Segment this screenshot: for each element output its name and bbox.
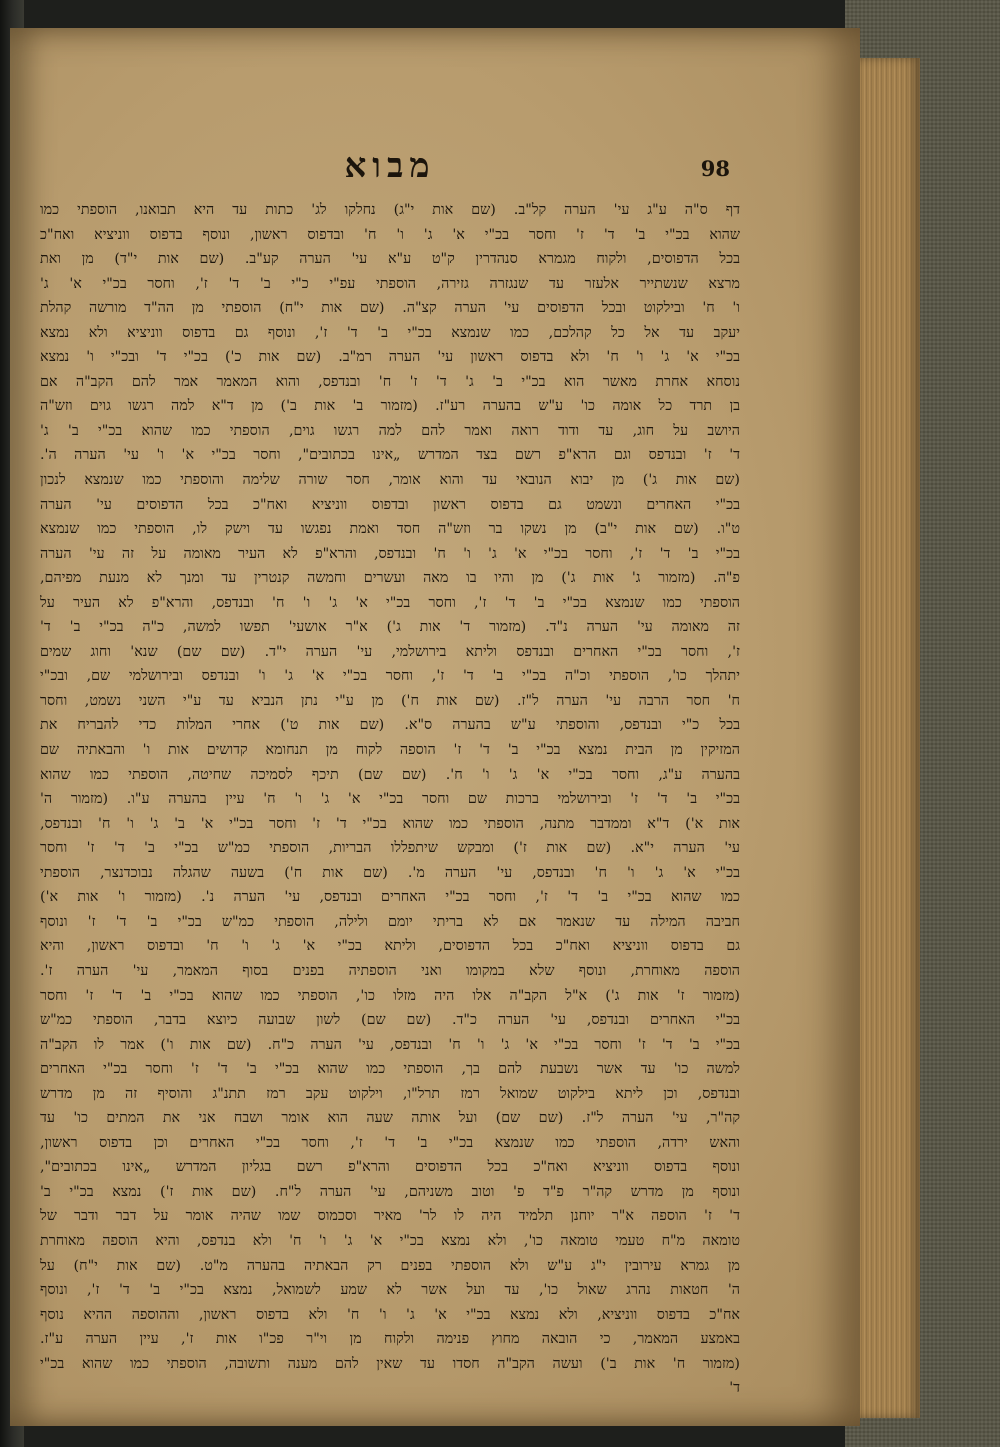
text-line: ט"ו. (שם אות י"ב) מן נשקו בר וזש"ה חסד ואמת נפגשו עד וישק לו, הוספתי כמו שנמצא <box>40 521 740 538</box>
text-line: בכ"י א' ג' ו' ח' ובנדפס, עי' הערה מ'. (שם אות ח') בשעה שהגלה נבוכדנצר, הוספתי <box>40 864 740 881</box>
text-line: שהוא בכ"י ב' ד' ז' וחסר בכ"י א' ג' ו' ח' ובדפוס ראשון, ונוסף בדפוס ווניציא ואח"כ <box>40 226 740 243</box>
text-line: גם בדפוס ווניציא ואח"כ בכל הדפוסים, וליתא בכ"י א' ג' ו' ח' ובדפוס ראשון, והיא <box>40 938 740 955</box>
text-line: בכ"י ב' ד' ז', וחסר בכ"י א' ג' ו' ח' ובנדפס, והרא"פ לא העיר מאומה על זה עי' הערה <box>40 545 740 562</box>
text-line: באמצע המאמר, כי הובאה מחוץ פנימה ולקוח מן וי"ר פכ"ו אות ז', עיין הערה ע"ז. <box>40 1331 740 1348</box>
text-line: עי' הערה י"א. (שם אות ז') ומבקש שיתפללו הבריות, הוספתי כמ"ש בכ"י ב' ד' ז' וחסר <box>40 840 740 857</box>
text-line: יעקב עד אל כל קהלכם, כמו שנמצא בכ"י ב' ד' ז', ונוסף גם בדפוס ווניציא ולא נמצא <box>40 324 740 341</box>
body-text <box>40 198 740 1401</box>
text-line: למשה כו' עד אשר נשבעת להם בך, הוספתי כמו שהוא בכ"י ב' ד' ז' וחסר בכ"י האחרים <box>40 1061 740 1078</box>
page-header <box>50 146 730 200</box>
text-line: בכ"י האחרים ובנדפס, עי' הערה כ"ד. (שם שם) לשון שבועה כיוצא בדבר, הוספתי כמ"ש <box>40 1012 740 1029</box>
text-line: הוספתי כמו שנמצא בכ"י ב' ד' ז', וחסר בכ"י א' ג' ו' ח' ובנדפס, והרא"פ לא העיר על <box>40 594 740 611</box>
text-line: בכל הדפוסים, ולקוח מגמרא סנהדרין ק"ט ע"א עי' הערה קע"ב. (שם אות י"ד) מן ואת <box>40 251 740 268</box>
text-line: ונוסף בדפוס ווניציא ואח"כ בכל הדפוסים והרא"פ רשם בגליון המדרש „אינו בכתובים", <box>40 1159 740 1176</box>
text-line: ה' חטאות נהרג שאול כו', עד ועל אשר לא שמע לשמואל, נמצא בכ"י ב' ד' ז', ונוסף <box>40 1282 740 1299</box>
text-line: בכ"י ב' ד' ז' ובירושלמי ברכות שם וחסר בכ"י א' ג' ו' ח' עיין בהערה ע"ו. (מזמור ה' <box>40 791 740 808</box>
text-line: בן תרד כל אומה כו' ע"ש בהערה רע"ז. (מזמור ב' אות ב') מן ד"א למה רגשו גוים וזש"ה <box>40 398 740 415</box>
text-line: (מזמור ז' אות ג') א"ל הקב"ה אלו היה מזלו כו', הוספתי כמו שהוא בכ"י ב' ד' ז' וחסר <box>40 987 740 1004</box>
text-line: מרצא שנשתייר אלעזר עד שנגזרה גזירה, הוספתי עפ"י כ"י ב' ד' ז', וחסר בכ"י א' ג' <box>40 275 740 292</box>
text-line: פ"ה. (מזמור ג' אות ג') מן והיו בו מאה ועשרים וחמשה קנטרין עד ומנך לא מנעת מפיהם, <box>40 570 740 587</box>
text-line: מן גמרא עירובין י"ג ע"ש ולא הוספתי בפנים רק הבאתיה בהערה מ"ט. (שם אות י"ח) על <box>40 1257 740 1274</box>
text-line: ד' <box>729 1380 740 1397</box>
text-line: ד' ז' הוספה א"ר יוחנן תלמיד היה לו לר' מאיר וסכמוס שמו שהיה אומר על דבר ודבר של <box>40 1208 740 1225</box>
text-line: יתהלך כו', הוספתי וכ"ה בכ"י ב' ד' ז', וחסר בכ"י א' ג' ו' ובנדפס ובירושלמי שם, ובכ"י <box>40 668 740 685</box>
text-line: זה מאומה עי' הערה נ"ד. (מזמור ד' אות ג') א"ר אושעי' תפשו למשה, כ"ה בכ"י ב' ד' <box>40 619 740 636</box>
text-line: בכל כ"י ובנדפס, והוספתי ע"ש בהערה ס"א. (שם אות ט') אחרי המלות כדי להבריח את <box>40 717 740 734</box>
text-line: דף ס"ה ע"ג עי' הערה קל"ב. (שם אות י"ג) נחלקו לג' כתות עד היא תבואנו, הוספתי כמו <box>40 202 740 218</box>
text-line: קה"ר, עי' הערה ל"ז. (שם שם) ועל אותה שעה הוא אומר ושבח אני את המתים כו' עד <box>40 1110 740 1127</box>
text-line: המזיקין מן הבית נמצא בכ"י ב' ד' ז' הוספה לקוח מן תנחומא קדושים אות ו' והבאתיה שם <box>40 742 740 759</box>
text-line: ונוסף מן מדרש קה"ר פ"ד פ' וטוב משניהם, עי' הערה ל"ח. (שם אות ז') נמצא בכ"י ב' <box>40 1183 740 1200</box>
text-line: כמו שהוא בכ"י ב' ד' ז', וחסר בכ"י האחרים ובנדפס, עי' הערה נ'. (מזמור ו' אות א') <box>40 889 740 906</box>
text-line: (מזמור ח' אות ב') ועשה הקב"ה חסדו עד שאין להם מענה ותשובה, הוספתי כמו שהוא בכ"י <box>40 1355 740 1372</box>
text-line: הוספה מאוחרת, ונוסף שלא במקומו ואני הוספתיה בפנים בסוף המאמר, עי' הערה ז'. <box>40 962 740 979</box>
text-line: חביבה המילה עד שנאמר אם לא בריתי יומם ולילה, הוספתי כמ"ש בכ"י ב' ד' ז' ונוסף <box>40 913 740 930</box>
text-line: ו' ח' ובילקוט ובכל הדפוסים עי' הערה קצ"ה. (שם אות י"ח) הוספתי מן הה"ד מורשה קהלת <box>40 300 740 317</box>
text-line: והאש ירדה, הוספתי כמו שנמצא בכ"י ב' ד' ז', וחסר בכ"י האחרים וכן בדפוס ראשון, <box>40 1134 740 1151</box>
text-line: נוסחא אחרת מאשר הוא בכ"י ב' ג' ד' ז' ח' ובנדפס, והוא המאמר אמר להם הקב"ה אם <box>40 373 740 390</box>
page-title: מבוא <box>344 146 436 186</box>
text-line: ד' ז' ובנדפס וגם הרא"פ רשם בצד המדרש „אינו בכתובים", וחסר בכ"י א' ו' עי' הערה ה'. <box>40 447 740 464</box>
text-line: בכ"י ב' ד' ז' וחסר בכ"י א' ג' ו' ח' ובנדפס, עי' הערה כ"ח. (שם אות ו') אמר לו הקב"ה <box>40 1036 740 1053</box>
text-line: אות א') ד"א וממדבר מתנה, הוספתי כמו שהוא בכ"י ד' ז' וחסר בכ"י א' ב' ג' ו' ח' ובנדפס, <box>40 815 740 832</box>
text-line: היושב על חוג, עד ודוד רואה ואמר להם למה רגשו גוים, הוספתי כמו שהוא בכ"י ב' ג' <box>40 422 740 439</box>
text-line: ובנדפס, וכן ליתא בילקוט שמואל רמז תרל"ו, וילקוט עקב רמז תתנ"ג והוסיף זה מן מדרש <box>40 1085 740 1102</box>
book-page <box>10 28 860 1426</box>
text-line: אח"כ בדפוס ווניציא, ולא נמצא בכ"י א' ג' ו' ח' ולא בדפוס ראשון, וההוספה ההיא נוסף <box>40 1306 740 1323</box>
text-line: ז', וחסר בכ"י האחרים ובנדפס וליתא בירושלמי, עי' הערה י"ד. (שם שם) שנא' וחוג שמים <box>40 643 740 660</box>
text-line: טומאה מ"ח טעמי טומאה כו', ולא נמצא בכ"י א' ג' ו' ח' ולא בנדפס, והיא הוספה מאוחרת <box>40 1232 740 1249</box>
text-line: בהערה ע"ג, וחסר בכ"י א' ג' ו' ח'. (שם שם) תיכף לסמיכה שחיטה, הוספתי כמו שהוא <box>40 766 740 783</box>
text-line: (שם אות ג') מן יבוא הנובאי עד והוא אומר, חסר שורה שלימה והוספתי כמו שנמצא לנכון <box>40 472 740 489</box>
text-line: בכ"י האחרים ונשמט גם בדפוס ראשון ובדפוס ווניציא ואח"כ בכל הדפוסים עי' הערה <box>40 496 740 513</box>
text-line: בכ"י א' ג' ו' ח' ולא בדפוס ראשון עי' הערה רמ"ב. (שם אות כ') בכ"י ד' ובכ"י ו' נמצא <box>40 349 740 366</box>
page-number: 98 <box>700 156 730 181</box>
text-line: ח' חסר הרבה עי' הערה ל"ז. (שם אות ח') מן ע"י נתן הנביא עד ע"י השני נשמט, וחסר <box>40 692 740 709</box>
